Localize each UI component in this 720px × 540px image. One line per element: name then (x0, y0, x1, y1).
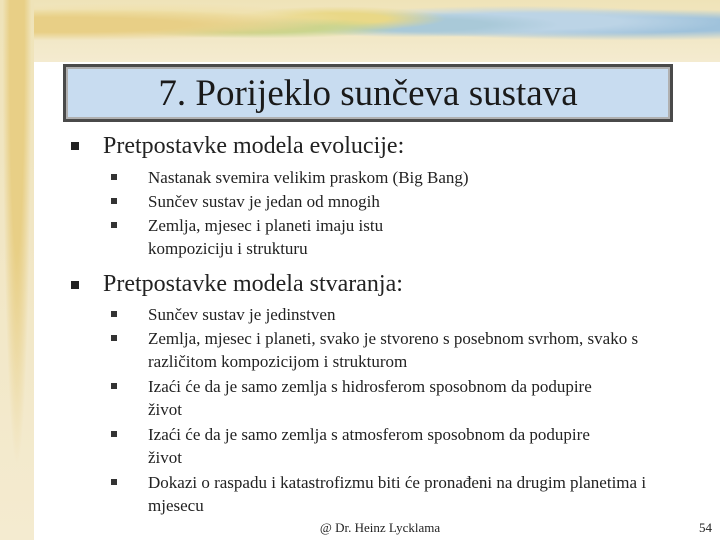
bullet-icon (111, 383, 117, 389)
page-number: 54 (699, 520, 712, 535)
bullet-icon (111, 479, 117, 485)
section-heading: Pretpostavke modela evolucije: (103, 133, 405, 159)
list-item: Sunčev sustav je jedinstven (148, 305, 336, 324)
bullet-icon (111, 335, 117, 341)
section-heading: Pretpostavke modela stvaranja: (103, 271, 403, 297)
list-item: Zemlja, mjesec i planeti, svako je stvoreno s posebnom svrhom, svako s različitom kompozicijom i strukturom (148, 329, 639, 371)
footer-author: @ Dr. Heinz Lycklama (319, 520, 441, 535)
list-item: Izaći će da je samo zemlja s hidrosferom sposobnom da podupire život (148, 377, 592, 419)
bullet-icon (111, 222, 117, 228)
bullet-icon (71, 281, 79, 289)
bullet-icon (111, 198, 117, 204)
bullet-icon (111, 174, 117, 180)
list-item: Sunčev sustav je jedan od mnogih (148, 192, 380, 211)
title-box (63, 64, 673, 122)
bullet-icon (111, 431, 117, 437)
list-item: Zemlja, mjesec i planeti imaju istu kompoziciju i strukturu (148, 216, 384, 258)
bullet-icon (111, 311, 117, 317)
slide-title: 7. Porijeklo sunčeva sustava (158, 72, 578, 114)
decorative-banner (0, 0, 720, 62)
list-item: Dokazi o raspadu i katastrofizmu biti će pronađeni na drugim planetima i mjesecu (148, 473, 647, 515)
decorative-side-band (0, 0, 34, 540)
list-item: Nastanak svemira velikim praskom (Big Bang) (148, 168, 469, 187)
bullet-icon (71, 142, 79, 150)
list-item: Izaći će da je samo zemlja s atmosferom sposobnom da podupire život (148, 425, 590, 467)
